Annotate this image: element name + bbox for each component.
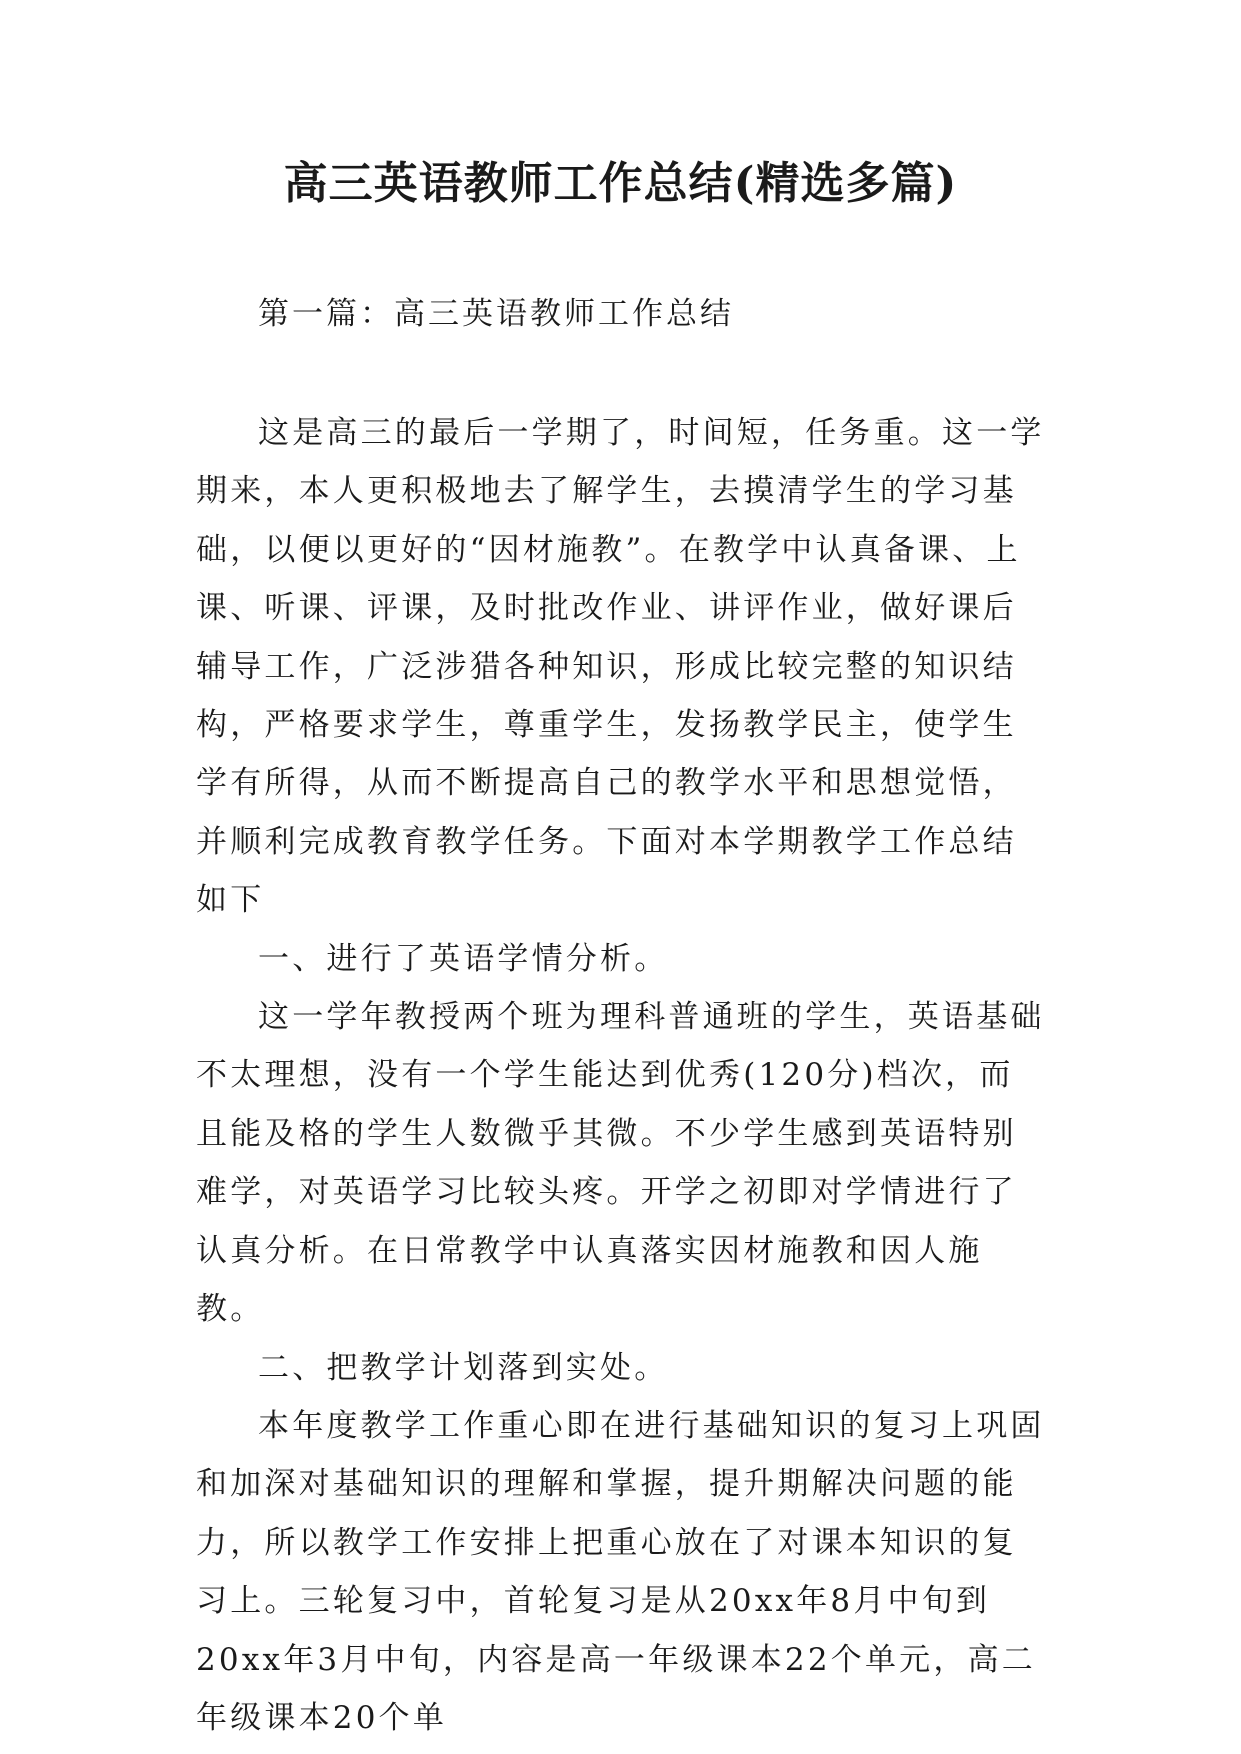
paragraph-heading-two: 二、把教学计划落到实处。 [258, 1349, 669, 1386]
paragraph-heading-one: 一、进行了英语学情分析。 [258, 940, 669, 977]
paragraph-teaching-plan: 本年度教学工作重心即在进行基础知识的复习上巩固和加深对基础知识的理解和掌握，提升期解决问题的能力，所以教学工作安排上把重心放在了对课本知识的复习上。三轮复习中，首轮复习是从20xx年8月中旬到20xx年3月中旬，内容是高一年级课本22个单元，高二年级课本20个单 [196, 1407, 1045, 1736]
paragraph-learning-analysis: 这一学年教授两个班为理科普通班的学生，英语基础不太理想，没有一个学生能达到优秀(120分)档次，而且能及格的学生人数微乎其微。不少学生感到英语特别难学，对英语学习比较头疼。开学之初即对学情进行了认真分析。在日常教学中认真落实因材施教和因人施教。 [196, 999, 1045, 1328]
paragraph-intro: 这是高三的最后一学期了，时间短，任务重。这一学期来，本人更积极地去了解学生，去摸清学生的学习基础，以便以更好的“因材施教”。在教学中认真备课、上课、听课、评课，及时批改作业、讲评作业，做好课后辅导工作，广泛涉猎各种知识，形成比较完整的知识结构，严格要求学生，尊重学生，发扬教学民主，使学生学有所得，从而不断提高自己的教学水平和思想觉悟，并顺利完成教育教学任务。下面对本学期教学工作总结如下 [196, 415, 1045, 919]
section-heading: 第一篇：高三英语教师工作总结 [258, 296, 734, 332]
document-body [196, 404, 1046, 1747]
document-title: 高三英语教师工作总结(精选多篇) [283, 158, 958, 209]
